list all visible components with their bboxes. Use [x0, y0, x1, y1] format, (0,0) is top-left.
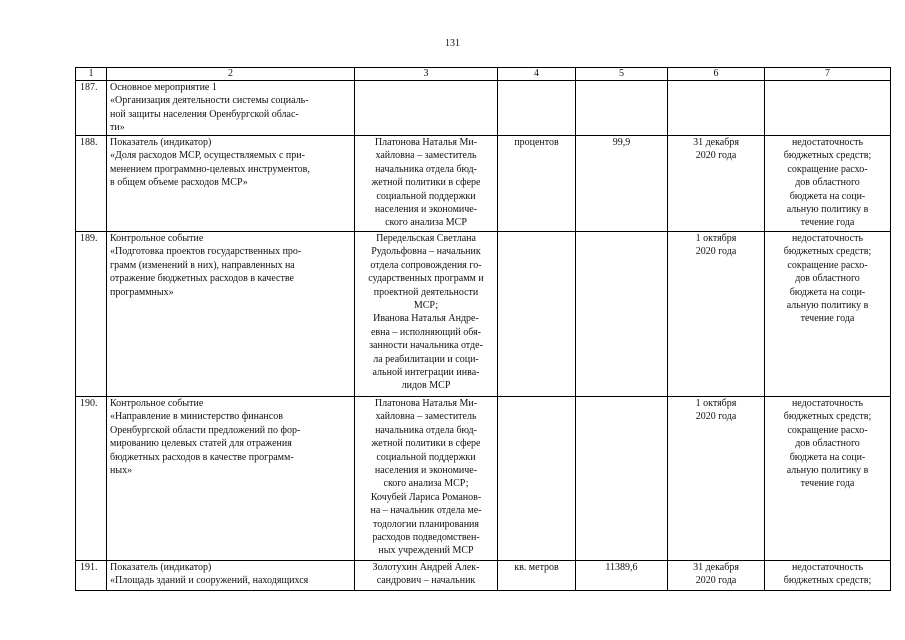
column-header: 6	[668, 68, 765, 81]
risk-cell	[765, 81, 891, 136]
measure-name: Контрольное событие «Подготовка проектов государственных про- грамм (изменений в них), направленных на отражение бюджетных расходов в качестве программных»	[107, 232, 355, 397]
table-row	[76, 81, 891, 136]
row-number: 187.	[76, 81, 107, 136]
risk-cell: недостаточность бюджетных средств; сокращение расхо- дов областного бюджета на соци- альную политику в течение года	[765, 136, 891, 232]
deadline-cell	[668, 81, 765, 136]
responsible-person: Платонова Наталья Ми- хайловна – заместитель начальника отдела бюд- жетной политики в сфере социальной поддержки населения и экономиче- ского анализа МСР	[355, 136, 498, 232]
unit-cell: процентов	[498, 136, 576, 232]
measure-name: Показатель (индикатор) «Доля расходов МСР, осуществляемых с при- менением программно-целевых инструментов, в общем объеме расходов МСР»	[107, 136, 355, 232]
column-header: 5	[576, 68, 668, 81]
deadline-cell: 1 октября 2020 года	[668, 232, 765, 397]
page-number: 131	[445, 38, 460, 49]
unit-cell	[498, 81, 576, 136]
deadline-cell: 31 декабря 2020 года	[668, 136, 765, 232]
deadline-cell: 1 октября 2020 года	[668, 397, 765, 561]
risk-cell: недостаточность бюджетных средств;	[765, 561, 891, 591]
table-row	[76, 397, 891, 561]
deadline-cell: 31 декабря 2020 года	[668, 561, 765, 591]
column-header: 2	[107, 68, 355, 81]
measures-table	[75, 67, 891, 591]
value-cell: 99,9	[576, 136, 668, 232]
risk-cell: недостаточность бюджетных средств; сокращение расхо- дов областного бюджета на соци- альную политику в течение года	[765, 397, 891, 561]
unit-cell	[498, 397, 576, 561]
row-number: 191.	[76, 561, 107, 591]
column-header: 3	[355, 68, 498, 81]
value-cell	[576, 397, 668, 561]
row-number: 189.	[76, 232, 107, 397]
responsible-person: Золотухин Андрей Алек- сандрович – начальник	[355, 561, 498, 591]
measure-name: Показатель (индикатор) «Площадь зданий и сооружений, находящихся	[107, 561, 355, 591]
responsible-person	[355, 81, 498, 136]
table-row	[76, 136, 891, 232]
row-number: 190.	[76, 397, 107, 561]
value-cell	[576, 232, 668, 397]
measure-name: Основное мероприятие 1 «Организация деятельности системы социаль- ной защиты населения Оренбургской облас- ти»	[107, 81, 355, 136]
unit-cell: кв. метров	[498, 561, 576, 591]
responsible-person: Платонова Наталья Ми- хайловна – заместитель начальника отдела бюд- жетной политики в сфере социальной поддержки населения и экономиче- ского анализа МСР; Кочубей Лариса Романов- на – начальник отдела ме- тодологии планирования расходов подведомствен- ных учреждений МСР	[355, 397, 498, 561]
table-row	[76, 561, 891, 591]
table-row	[76, 232, 891, 397]
column-header: 7	[765, 68, 891, 81]
column-header: 4	[498, 68, 576, 81]
measure-name: Контрольное событие «Направление в министерство финансов Оренбургской области предложений по фор- мированию целевых статей для отражения бюджетных расходов в качестве программ- ных»	[107, 397, 355, 561]
row-number: 188.	[76, 136, 107, 232]
risk-cell: недостаточность бюджетных средств; сокращение расхо- дов областного бюджета на соци- альную политику в течение года	[765, 232, 891, 397]
unit-cell	[498, 232, 576, 397]
value-cell: 11389,6	[576, 561, 668, 591]
header-row	[76, 68, 891, 81]
responsible-person: Передельская Светлана Рудольфовна – начальник отдела сопровождения го- сударственных программ и проектной деятельности МСР; Иванова Наталья Андре- евна – исполняющий обя- занности начальника отде- ла реабилитации и соци- альной интеграции инва- лидов МСР	[355, 232, 498, 397]
value-cell	[576, 81, 668, 136]
column-header: 1	[76, 68, 107, 81]
